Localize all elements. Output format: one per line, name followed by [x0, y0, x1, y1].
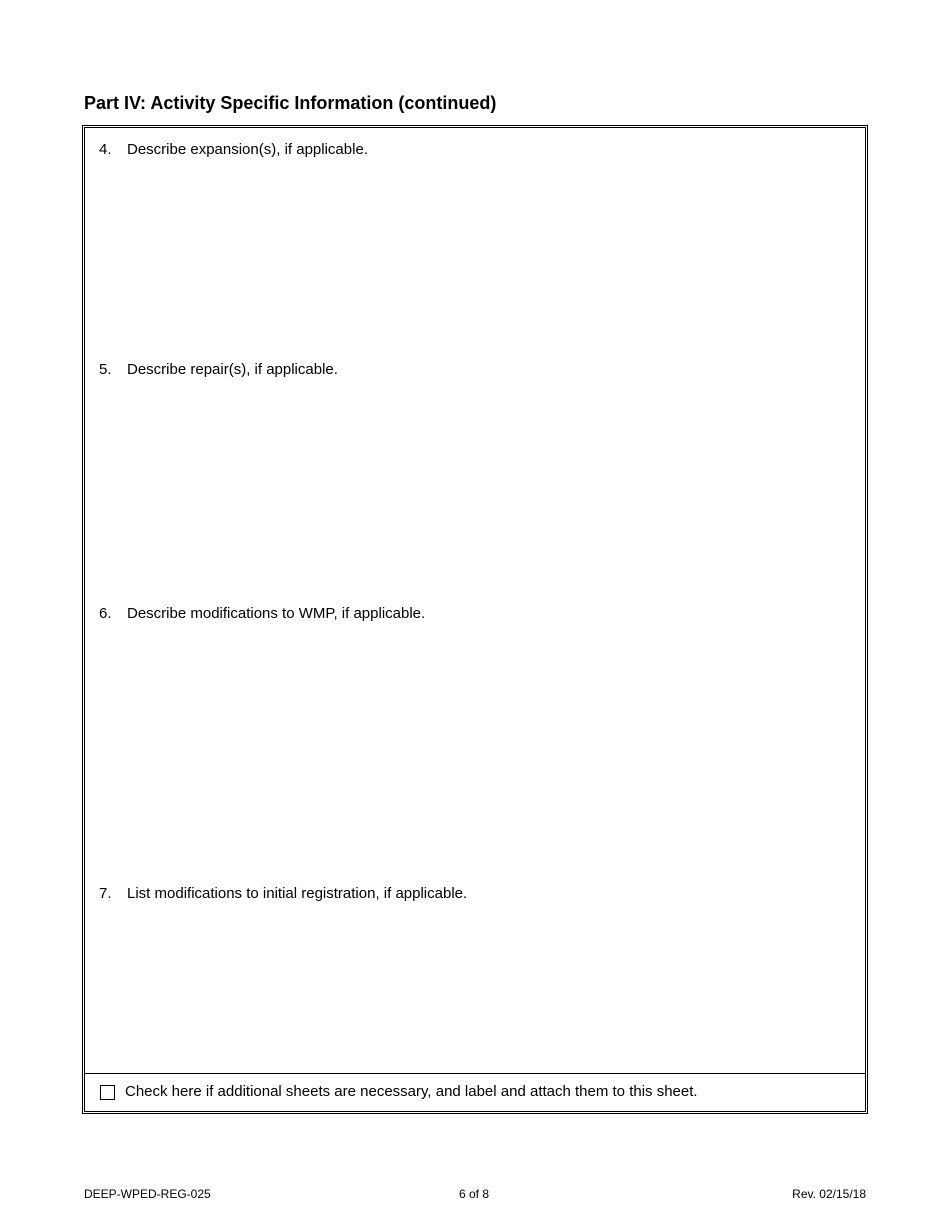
question-text: Describe modifications to WMP, if applicable.: [127, 605, 426, 622]
question-number: 7.: [99, 885, 112, 902]
question-4: [99, 141, 368, 158]
footer-revision: Rev. 02/15/18: [792, 1187, 866, 1201]
question-number: 5.: [99, 361, 112, 378]
footer-page-number: 6 of 8: [459, 1187, 490, 1201]
additional-sheets-checkbox[interactable]: [100, 1085, 115, 1100]
question-number: 6.: [99, 605, 112, 622]
footer-form-id: DEEP-WPED-REG-025: [84, 1187, 211, 1201]
additional-sheets-row: [85, 1073, 865, 1112]
question-6: [99, 605, 425, 622]
question-text: List modifications to initial registration, if applicable.: [127, 885, 468, 902]
question-7: [99, 885, 467, 902]
question-number: 4.: [99, 141, 112, 158]
page-title: Part IV: Activity Specific Information (continued): [84, 93, 497, 113]
additional-sheets-label: Check here if additional sheets are necessary, and label and attach them to this sheet.: [125, 1083, 698, 1100]
form-section-box: [82, 125, 868, 1114]
question-text: Describe repair(s), if applicable.: [127, 361, 338, 378]
question-5: [99, 361, 338, 378]
question-text: Describe expansion(s), if applicable.: [127, 141, 368, 158]
